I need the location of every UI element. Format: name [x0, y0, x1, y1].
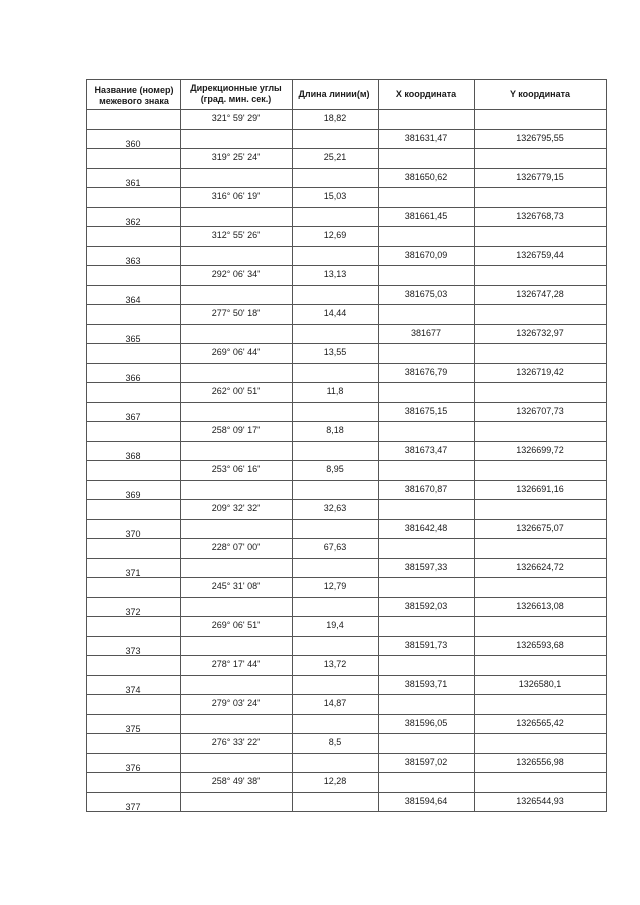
- segment-length: 13,55: [323, 347, 347, 357]
- point-name: 368: [125, 450, 141, 461]
- point-y: 1326613,08: [516, 600, 564, 611]
- segment-length: 8,5: [328, 737, 342, 747]
- segment-angle: 276° 33' 22": [211, 737, 261, 747]
- grid-line: [86, 714, 606, 715]
- point-x: 381676,79: [404, 366, 448, 377]
- segment-angle: 319° 25' 24": [211, 152, 261, 162]
- segment-angle: 279° 03' 24": [211, 698, 261, 708]
- grid-line: [606, 79, 607, 812]
- point-x: 381596,05: [404, 717, 448, 728]
- segment-angle: 209° 32' 32": [211, 503, 261, 513]
- point-y: 1326779,15: [516, 171, 564, 182]
- grid-line: [86, 382, 606, 383]
- grid-line: [86, 519, 606, 520]
- point-name: 362: [125, 216, 141, 227]
- grid-line: [86, 324, 606, 325]
- segment-angle: 316° 06' 19": [211, 191, 261, 201]
- grid-line: [86, 363, 606, 364]
- grid-line: [86, 636, 606, 637]
- grid-line: [86, 304, 606, 305]
- segment-length: 11,8: [326, 386, 344, 396]
- segment-angle: 258° 09' 17": [211, 425, 261, 435]
- grid-line: [86, 538, 606, 539]
- segment-angle: 312° 55' 26": [211, 230, 261, 240]
- segment-length: 14,44: [323, 308, 347, 318]
- segment-length: 13,72: [323, 659, 347, 669]
- grid-line: [86, 733, 606, 734]
- point-name: 377: [125, 801, 141, 812]
- point-y: 1326565,42: [516, 717, 564, 728]
- point-y: 1326556,98: [516, 756, 564, 767]
- grid-line: [86, 480, 606, 481]
- point-name: 369: [125, 489, 141, 500]
- segment-angle: 277° 50' 18": [211, 308, 261, 318]
- point-name: 371: [125, 567, 141, 578]
- grid-line: [86, 772, 606, 773]
- point-name: 373: [125, 645, 141, 656]
- point-y: 1326747,28: [516, 288, 564, 299]
- grid-line: [86, 265, 606, 266]
- segment-length: 12,69: [323, 230, 347, 240]
- segment-length: 19,4: [326, 620, 344, 630]
- point-y: 1326732,97: [516, 327, 564, 338]
- header-name: Название (номер) межевого знака: [94, 85, 174, 106]
- grid-line: [86, 460, 606, 461]
- point-x: 381675,15: [404, 405, 448, 416]
- grid-line: [86, 246, 606, 247]
- grid-line: [180, 79, 181, 812]
- grid-line: [86, 285, 606, 286]
- point-y: 1326691,16: [516, 483, 564, 494]
- point-y: 1326544,93: [516, 795, 564, 806]
- point-name: 376: [125, 762, 141, 773]
- point-x: 381594,64: [404, 795, 448, 806]
- segment-length: 18,82: [323, 113, 347, 123]
- segment-length: 13,13: [323, 269, 347, 279]
- grid-line: [86, 753, 606, 754]
- segment-length: 25,21: [323, 152, 347, 162]
- grid-line: [86, 79, 87, 812]
- grid-line: [86, 79, 606, 80]
- grid-line: [86, 597, 606, 598]
- segment-angle: 262° 00' 51": [211, 386, 261, 396]
- point-x: 381597,33: [404, 561, 448, 572]
- point-x: 381673,47: [404, 444, 448, 455]
- segment-angle: 228° 07' 00": [211, 542, 261, 552]
- point-x: 381597,02: [404, 756, 448, 767]
- point-y: 1326768,73: [516, 210, 564, 221]
- grid-line: [378, 79, 379, 812]
- point-name: 370: [125, 528, 141, 539]
- segment-length: 12,79: [323, 581, 347, 591]
- grid-line: [86, 402, 606, 403]
- segment-length: 14,87: [323, 698, 347, 708]
- segment-length: 12,28: [323, 776, 347, 786]
- point-name: 366: [125, 372, 141, 383]
- point-x: 381642,48: [404, 522, 448, 533]
- grid-line: [86, 343, 606, 344]
- header-y: Y координата: [509, 89, 571, 99]
- grid-line: [86, 499, 606, 500]
- grid-line: [474, 79, 475, 812]
- grid-line: [86, 168, 606, 169]
- point-name: 375: [125, 723, 141, 734]
- segment-angle: 321° 59' 29": [211, 113, 261, 123]
- point-name: 367: [125, 411, 141, 422]
- point-x: 381670,87: [404, 483, 448, 494]
- header-x: X координата: [395, 89, 457, 99]
- segment-angle: 258° 49' 38": [211, 776, 261, 786]
- grid-line: [86, 441, 606, 442]
- point-name: 361: [125, 177, 141, 188]
- grid-line: [86, 577, 606, 578]
- grid-line: [86, 616, 606, 617]
- grid-line: [86, 129, 606, 130]
- grid-line: [86, 694, 606, 695]
- point-x: 381593,71: [404, 678, 448, 689]
- segment-angle: 269° 06' 44": [211, 347, 261, 357]
- point-x: 381591,73: [404, 639, 448, 650]
- grid-line: [86, 207, 606, 208]
- point-y: 1326699,72: [516, 444, 564, 455]
- segment-angle: 292° 06' 34": [211, 269, 261, 279]
- point-y: 1326580,1: [518, 678, 562, 689]
- segment-angle: 269° 06' 51": [211, 620, 261, 630]
- segment-length: 67,63: [323, 542, 347, 552]
- grid-line: [86, 792, 606, 793]
- grid-line: [86, 811, 606, 812]
- segment-length: 15,03: [323, 191, 347, 201]
- header-angle: Дирекционные углы (град. мин. сек.): [190, 83, 282, 104]
- header-length: Длина линии(м): [298, 89, 370, 99]
- grid-line: [86, 109, 606, 110]
- point-x: 381670,09: [404, 249, 448, 260]
- point-y: 1326624,72: [516, 561, 564, 572]
- point-x: 381592,03: [404, 600, 448, 611]
- grid-line: [86, 421, 606, 422]
- segment-angle: 278° 17' 44": [211, 659, 261, 669]
- grid-line: [86, 226, 606, 227]
- point-name: 363: [125, 255, 141, 266]
- grid-line: [86, 558, 606, 559]
- segment-angle: 253° 06' 16": [211, 464, 261, 474]
- point-name: 374: [125, 684, 141, 695]
- grid-line: [86, 675, 606, 676]
- grid-line: [86, 148, 606, 149]
- point-name: 365: [125, 333, 141, 344]
- grid-line: [86, 655, 606, 656]
- point-y: 1326719,42: [516, 366, 564, 377]
- point-y: 1326675,07: [516, 522, 564, 533]
- point-x: 381661,45: [404, 210, 448, 221]
- point-x: 381675,03: [404, 288, 448, 299]
- segment-length: 8,18: [326, 425, 344, 435]
- point-name: 364: [125, 294, 141, 305]
- point-y: 1326759,44: [516, 249, 564, 260]
- grid-line: [86, 187, 606, 188]
- grid-line: [292, 79, 293, 812]
- segment-angle: 245° 31' 08": [211, 581, 261, 591]
- point-name: 372: [125, 606, 141, 617]
- point-x: 381631,47: [404, 132, 448, 143]
- point-name: 360: [125, 138, 141, 149]
- point-y: 1326795,55: [516, 132, 564, 143]
- point-x: 381650,62: [404, 171, 448, 182]
- point-y: 1326707,73: [516, 405, 564, 416]
- point-y: 1326593,68: [516, 639, 564, 650]
- segment-length: 8,95: [326, 464, 344, 474]
- segment-length: 32,63: [323, 503, 347, 513]
- point-x: 381677: [410, 327, 442, 338]
